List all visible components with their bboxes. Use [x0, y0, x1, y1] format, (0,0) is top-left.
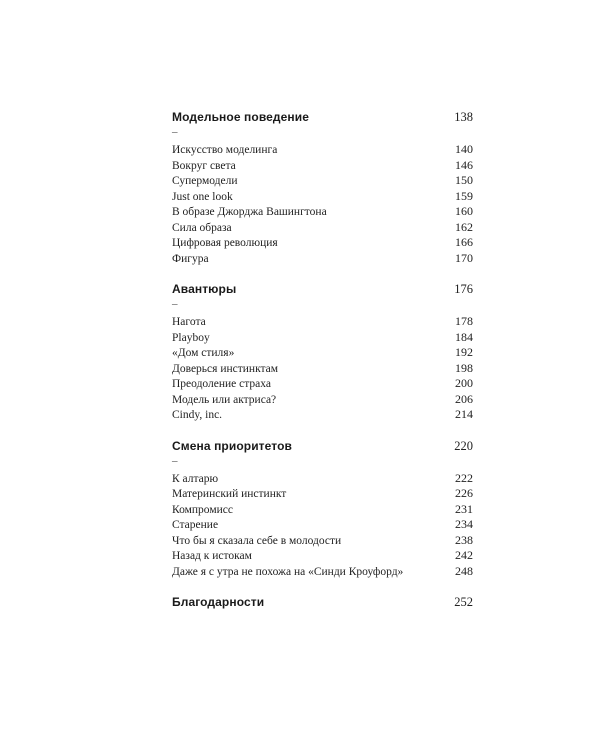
entry-title: Playboy [172, 331, 210, 344]
entry-page-number: 206 [455, 391, 473, 406]
toc-entry [172, 407, 473, 423]
entry-page-number: 226 [455, 486, 473, 500]
entry-title: Доверься инстинктам [172, 362, 279, 375]
entry-page-number: 166 [455, 235, 473, 249]
toc-entry [172, 220, 473, 236]
toc-section [172, 280, 473, 423]
toc-entry [172, 486, 473, 502]
entry-title: Сила образа [172, 221, 232, 234]
entry-page-number: 140 [455, 142, 473, 156]
section-heading [172, 108, 473, 126]
toc-entry [172, 502, 473, 518]
section-heading [172, 593, 473, 611]
entry-title: Компромисс [172, 503, 233, 516]
entry-title: Цифровая революция [172, 237, 278, 249]
section-page-number: 176 [454, 282, 473, 296]
entry-title: Фигура [172, 252, 209, 265]
entry-title: Материнский инстинкт [172, 488, 287, 500]
entry-title: Что бы я сказала себе в молодости [172, 534, 342, 547]
entry-page-number: 238 [455, 532, 473, 547]
entry-title: «Дом стиля» [172, 347, 235, 359]
section-dash: – [172, 126, 178, 138]
section-page-number: 138 [454, 110, 473, 124]
entry-page-number: 159 [455, 188, 473, 203]
toc-entry [172, 471, 473, 487]
toc-entry [172, 173, 473, 189]
toc-entry [172, 189, 473, 205]
entry-page-number: 150 [455, 173, 473, 187]
toc-entry [172, 533, 473, 549]
toc-entry [172, 517, 473, 533]
entry-page-number: 170 [455, 250, 473, 265]
entry-page-number: 198 [455, 360, 473, 375]
toc-entry [172, 204, 473, 220]
entry-page-number: 146 [455, 157, 473, 172]
section-heading [172, 437, 473, 455]
entry-title: Преодоление страха [172, 378, 271, 390]
section-title: Модельное поведение [172, 110, 310, 124]
toc-entry [172, 345, 473, 361]
toc-entry [172, 564, 473, 580]
entry-page-number: 162 [455, 219, 473, 234]
entry-title: К алтарю [172, 472, 219, 485]
entry-page-number: 231 [455, 501, 473, 516]
section-dash: – [172, 454, 178, 467]
toc-section [172, 437, 473, 580]
toc-entry [172, 330, 473, 346]
entry-title: Супермодели [172, 175, 238, 187]
section-title: Смена приоритетов [172, 438, 292, 453]
toc-section [172, 108, 473, 266]
toc-entry [172, 392, 473, 408]
entry-title: Модель или актриса? [172, 393, 277, 406]
toc-entry [172, 158, 473, 174]
toc-section [172, 593, 473, 611]
entry-page-number: 248 [455, 563, 473, 578]
entry-title: Cindy, inc. [172, 409, 223, 421]
entry-title: Назад к истокам [172, 550, 252, 562]
toc-entry [172, 142, 473, 158]
section-title: Авантюры [172, 282, 237, 296]
entry-page-number: 234 [455, 517, 473, 531]
section-title: Благодарности [172, 595, 265, 609]
toc-entry [172, 361, 473, 377]
entry-page-number: 160 [455, 204, 473, 218]
entry-page-number: 222 [455, 470, 473, 485]
entry-title: В образе Джорджа Вашингтона [172, 206, 327, 218]
entry-page-number: 184 [455, 329, 473, 344]
entry-page-number: 214 [455, 407, 473, 421]
entry-page-number: 200 [455, 376, 473, 390]
section-dash: – [172, 298, 178, 310]
entry-title: Нагота [172, 316, 206, 328]
entry-page-number: 178 [455, 314, 473, 328]
toc-entry [172, 251, 473, 267]
toc-entry [172, 548, 473, 564]
section-heading [172, 280, 473, 298]
entry-title: Just one look [172, 190, 233, 203]
toc-entry [172, 235, 473, 251]
entry-title: Искусство моделинга [172, 144, 278, 156]
entry-title: Старение [172, 519, 219, 531]
entry-title: Вокруг света [172, 159, 236, 172]
entry-page-number: 192 [455, 345, 473, 359]
entry-title: Даже я с утра не похожа на «Синди Кроуфорд» [172, 565, 404, 578]
toc-entry [172, 314, 473, 330]
entry-page-number: 242 [455, 548, 473, 562]
table-of-contents [172, 108, 473, 611]
section-page-number: 252 [454, 595, 473, 609]
toc-entry [172, 376, 473, 392]
section-page-number: 220 [454, 438, 473, 453]
